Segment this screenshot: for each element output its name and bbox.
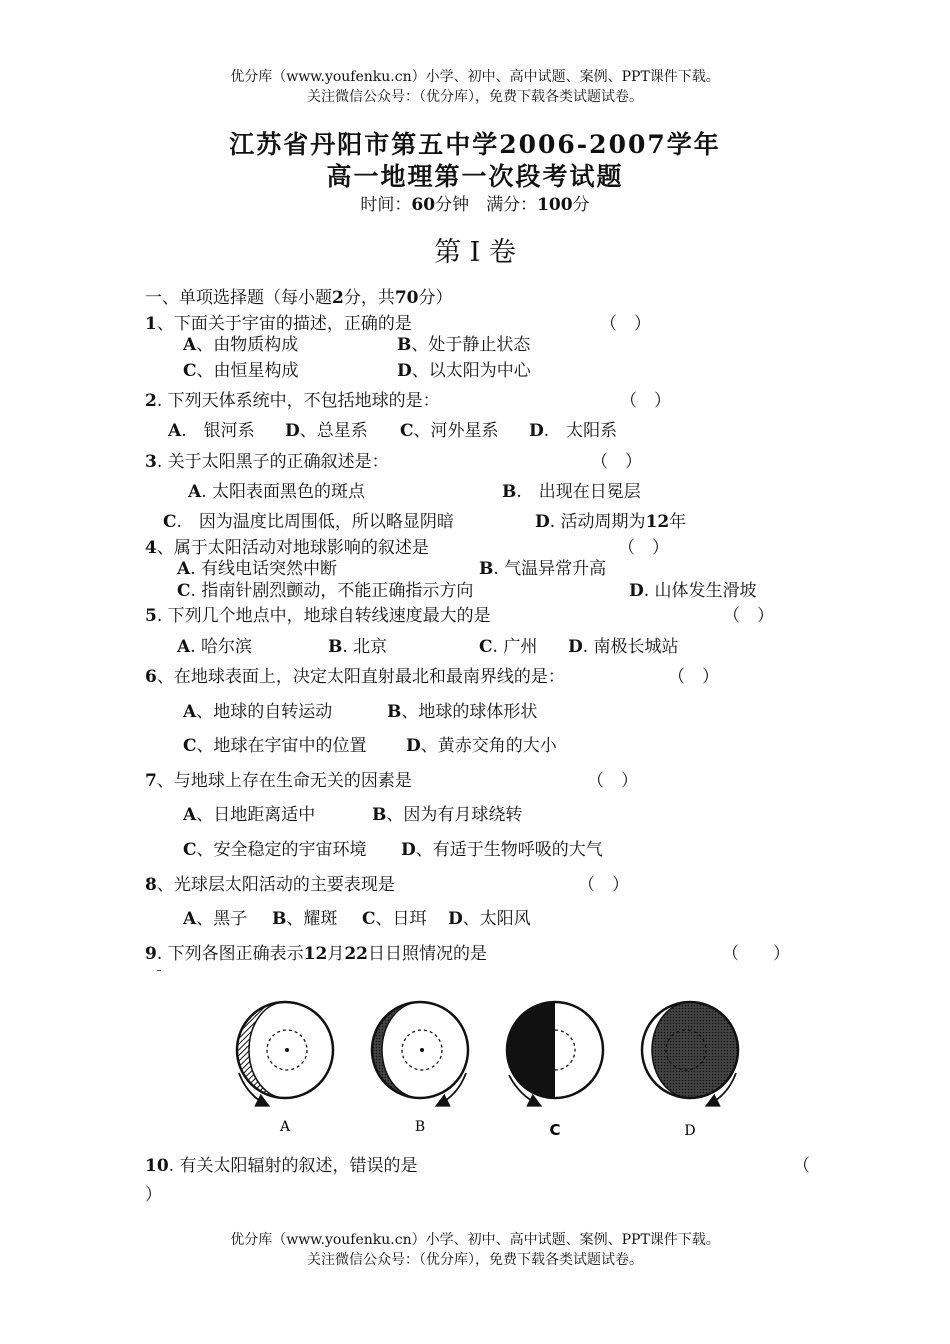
diagram-b-label: B <box>414 1119 426 1135</box>
question-5-option-a: A. 哈尔滨 <box>177 637 253 657</box>
question-2-stem: 2. 下列天体系统中，不包括地球的是： <box>145 391 440 411</box>
question-8-option-c: C、日珥 <box>362 909 427 929</box>
volume-title: 第 I 卷 <box>434 237 516 268</box>
question-2-answer-blank[interactable]: （ ） <box>620 391 671 411</box>
stray-mark <box>157 970 161 971</box>
question-8-answer-blank[interactable]: （ ） <box>578 875 629 895</box>
diagram-d-label: D <box>684 1123 696 1139</box>
diagram-b-pole-dot <box>420 1048 424 1052</box>
question-6-stem: 6、在地球表面上，决定太阳直射最北和最南界线的是： <box>145 667 565 687</box>
diagram-b-rotation-arrow <box>438 1073 466 1105</box>
question-7-option-b: B、因为有月球绕转 <box>372 805 523 825</box>
diagram-a-pole-dot <box>285 1048 289 1052</box>
question-2-option-b: D、总星系 <box>285 421 368 441</box>
insolation-diagram <box>225 995 765 1145</box>
question-7-stem: 7、与地球上存在生命无关的因素是 <box>145 771 412 791</box>
question-5-option-b: B. 北京 <box>328 637 388 657</box>
diagram-b <box>372 1002 468 1135</box>
question-1-answer-blank[interactable]: （ ） <box>600 314 651 334</box>
question-7-option-a: A、日地距离适中 <box>183 805 316 825</box>
question-9-stem: 9. 下列各图正确表示12月22日日照情况的是 <box>145 944 487 964</box>
diagram-c-polar-circle <box>555 1030 575 1070</box>
question-5-option-d: D. 南极长城站 <box>568 637 679 657</box>
question-3-stem: 3. 关于太阳黑子的正确叙述是： <box>145 452 389 472</box>
question-6-option-b: B、地球的球体形状 <box>387 702 538 722</box>
question-1-option-a: A、由物质构成 <box>183 335 299 355</box>
question-6-option-a: A、地球的自转运动 <box>183 702 333 722</box>
question-5-stem: 5. 下列几个地点中，地球自转线速度最大的是 <box>145 606 491 626</box>
question-1-option-b: B、处于静止状态 <box>397 335 531 355</box>
diagram-c <box>507 1002 603 1139</box>
question-3-option-b: B. 出现在日冕层 <box>502 482 641 502</box>
question-10-paren-close: ） <box>145 1185 162 1205</box>
question-2-option-a: A. 银河系 <box>168 421 255 441</box>
question-4-option-d: D. 山体发生滑坡 <box>629 581 757 601</box>
question-6-option-d: D、黄赤交角的大小 <box>406 736 557 756</box>
question-9-answer-blank[interactable]: （ ） <box>722 944 790 964</box>
footer-line-1: 优分库（www.youfenku.cn）小学、初中、高中试题、案例、PPT课件下载。 <box>230 1232 720 1248</box>
exam-title-line-1: 江苏省丹阳市第五中学2006-2007学年 <box>229 130 721 159</box>
header-line-1: 优分库（www.youfenku.cn）小学、初中、高中试题、案例、PPT课件下载。 <box>230 69 720 85</box>
question-4-answer-blank[interactable]: （ ） <box>618 538 669 558</box>
diagram-b-night-side <box>372 1002 420 1098</box>
question-1-option-d: D、以太阳为中心 <box>397 361 531 381</box>
question-3-answer-blank[interactable]: （ ） <box>591 452 642 472</box>
question-8-stem: 8、光球层太阳活动的主要表现是 <box>145 875 395 895</box>
question-6-option-c: C、地球在宇宙中的位置 <box>183 736 367 756</box>
footer-line-2: 关注微信公众号：（优分库），免费下载各类试题试卷。 <box>307 1252 643 1268</box>
diagram-c-label: C <box>549 1121 561 1139</box>
question-10-paren-open[interactable]: （ <box>793 1156 810 1176</box>
diagram-a-label: A <box>279 1119 291 1135</box>
question-2-option-c: C、河外星系 <box>400 421 499 441</box>
diagram-a <box>237 1002 333 1135</box>
question-3-option-a: A. 太阳表面黑色的斑点 <box>188 482 366 502</box>
question-5-option-c: C. 广州 <box>479 637 538 657</box>
question-5-answer-blank[interactable]: （ ） <box>723 606 774 626</box>
question-10-stem: 10. 有关太阳辐射的叙述，错误的是 <box>145 1156 418 1176</box>
question-8-option-a: A、黑子 <box>183 909 248 929</box>
question-3-option-c: C. 因为温度比周围低，所以略显阴暗 <box>163 512 454 532</box>
question-8-option-b: B、耀斑 <box>272 909 338 929</box>
diagram-d <box>642 1002 738 1139</box>
question-2-option-d: D. 太阳系 <box>529 421 618 441</box>
section-heading: 一、单项选择题（每小题2分，共70分） <box>145 288 453 308</box>
question-7-answer-blank[interactable]: （ ） <box>587 771 638 791</box>
question-4-stem: 4、属于太阳活动对地球影响的叙述是 <box>145 538 429 558</box>
question-8-option-d: D、太阳风 <box>448 909 531 929</box>
question-1-stem: 1、下面关于宇宙的描述，正确的是 <box>145 314 412 334</box>
question-4-option-a: A. 有线电话突然中断 <box>177 559 338 579</box>
question-4-option-c: C. 指南针剧烈颤动，不能正确指示方向 <box>177 581 474 601</box>
header-line-2: 关注微信公众号：（优分库），免费下载各类试题试卷。 <box>307 89 643 105</box>
exam-time-score: 时间：60分钟 满分：100分 <box>360 195 590 215</box>
question-3-option-d: D. 活动周期为12年 <box>535 512 687 532</box>
question-7-option-c: C、安全稳定的宇宙环境 <box>183 840 367 860</box>
exam-title-line-2: 高一地理第一次段考试题 <box>326 162 624 191</box>
question-7-option-d: D、有适于生物呼吸的大气 <box>401 840 603 860</box>
question-6-answer-blank[interactable]: （ ） <box>668 667 719 687</box>
question-1-option-c: C、由恒星构成 <box>183 361 299 381</box>
question-4-option-b: B. 气温异常升高 <box>479 559 607 579</box>
